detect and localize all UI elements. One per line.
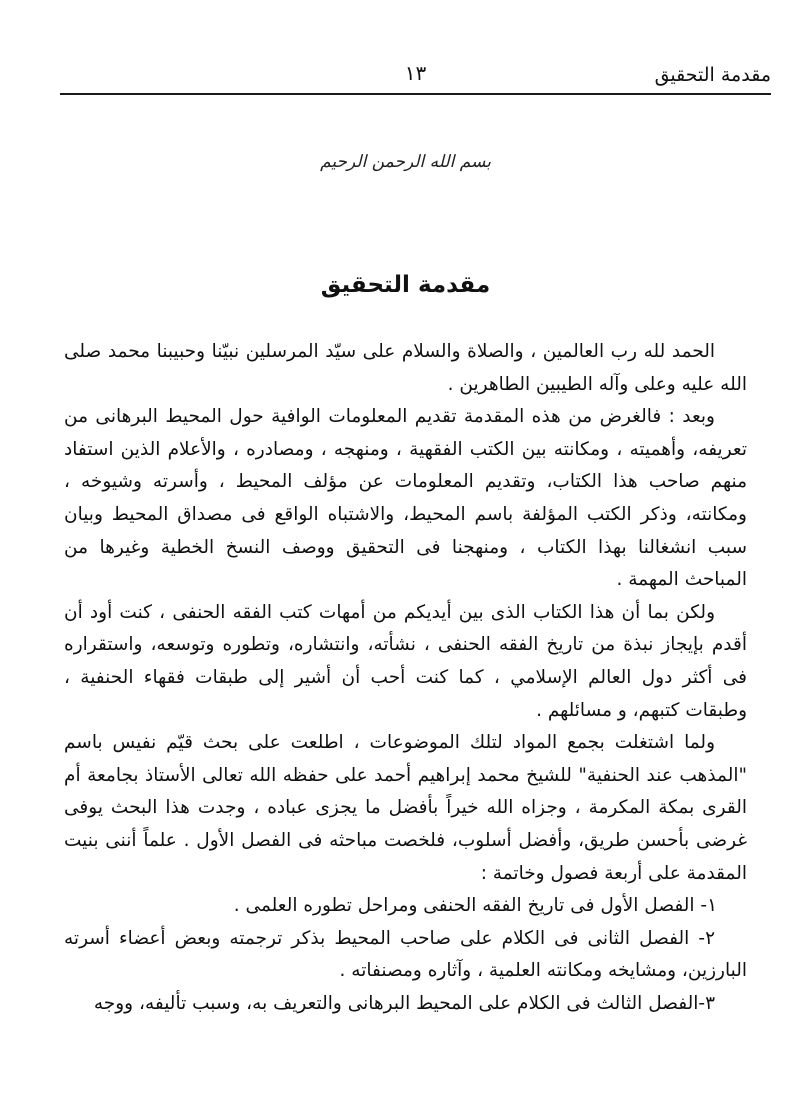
section-title: مقدمة التحقيق bbox=[320, 272, 491, 298]
chapter-list-item: ٢- الفصل الثانى فى الكلام على صاحب المحيط بذكر ترجمته وبعض أعضاء أسرته البارزين، ومشايخه ومكانته العلمية ، وآثاره ومصنفاته . bbox=[64, 927, 747, 982]
paragraph-sources: ولما اشتغلت بجمع المواد لتلك الموضوعات ، اطلعت على بحث قيّم نفيس باسم "المذهب عند الحنفية" للشيخ محمد إبراهيم أحمد على حفظه الله تعالى الأستاذ بجامعة أم القرى بمكة المكرمة ، وجزاه الله خيراً بأفضل ما يجزى عباده ، وجدت هذا البحث يوفى غرضى بأحسن طريق، وأفضل أسلوب، فلخصت مباحثه فى الفصل الأول . علماً أننى بنيت المقدمة على أربعة فصول وخاتمة : bbox=[64, 732, 747, 884]
paragraph-purpose: وبعد : فالغرض من هذه المقدمة تقديم المعلومات الوافية حول المحيط البرهانى من تعريفه، وأهميته ، ومكانته بين الكتب الفقهية ، ومنهجه ، ومصادره ، والأعلام الذين استفاد منهم صاحب هذا الكتاب، وتقديم المعلومات عن مؤلف المحيط ، وأسرته وشيوخه ، ومكانته، وذكر الكتب المؤلفة باسم المحيط، والاشتباه الواقع فى مصداق المحيط وبيان سبب انشغالنا بهذا الكتاب ، ومنهجنا فى التحقيق ووصف النسخ الخطية وغيرها من المباحث المهمة . bbox=[64, 406, 747, 591]
paragraph-opening: الحمد لله رب العالمين ، والصلاة والسلام على سيّد المرسلين نبيّنا وحبيبنا محمد صلى الله عليه وعلى وآله الطيبين الطاهرين . bbox=[64, 341, 747, 395]
page-number: ١٣ bbox=[404, 61, 427, 85]
basmala-calligraphy: بسم الله الرحمن الرحيم bbox=[320, 152, 491, 172]
header-divider bbox=[60, 93, 771, 95]
running-header bbox=[60, 60, 771, 96]
paragraph-hanafi-history: ولكن بما أن هذا الكتاب الذى بين أيديكم من أمهات كتب الفقه الحنفى ، كنت أود أن أقدم بإيجاز نبذة من تاريخ الفقه الحنفى ، نشأته، وانتشاره، وتطوره وتوسعه، واستقراره فى أكثر دول العالم الإسلامي ، كما كنت أحب أن أشير إلى طبقات فقهاء الحنفية ، وطبقات كتبهم، و مسائلهم . bbox=[64, 601, 747, 721]
chapter-list-item: ٣-الفصل الثالث فى الكلام على المحيط البرهانى والتعريف به، وسبب تأليفه، ووجه bbox=[93, 992, 715, 1014]
body-text bbox=[64, 336, 747, 1020]
chapter-list-item: ١- الفصل الأول فى تاريخ الفقه الحنفى ومراحل تطوره العلمى . bbox=[233, 895, 717, 917]
running-title: مقدمة التحقيق bbox=[654, 64, 771, 86]
